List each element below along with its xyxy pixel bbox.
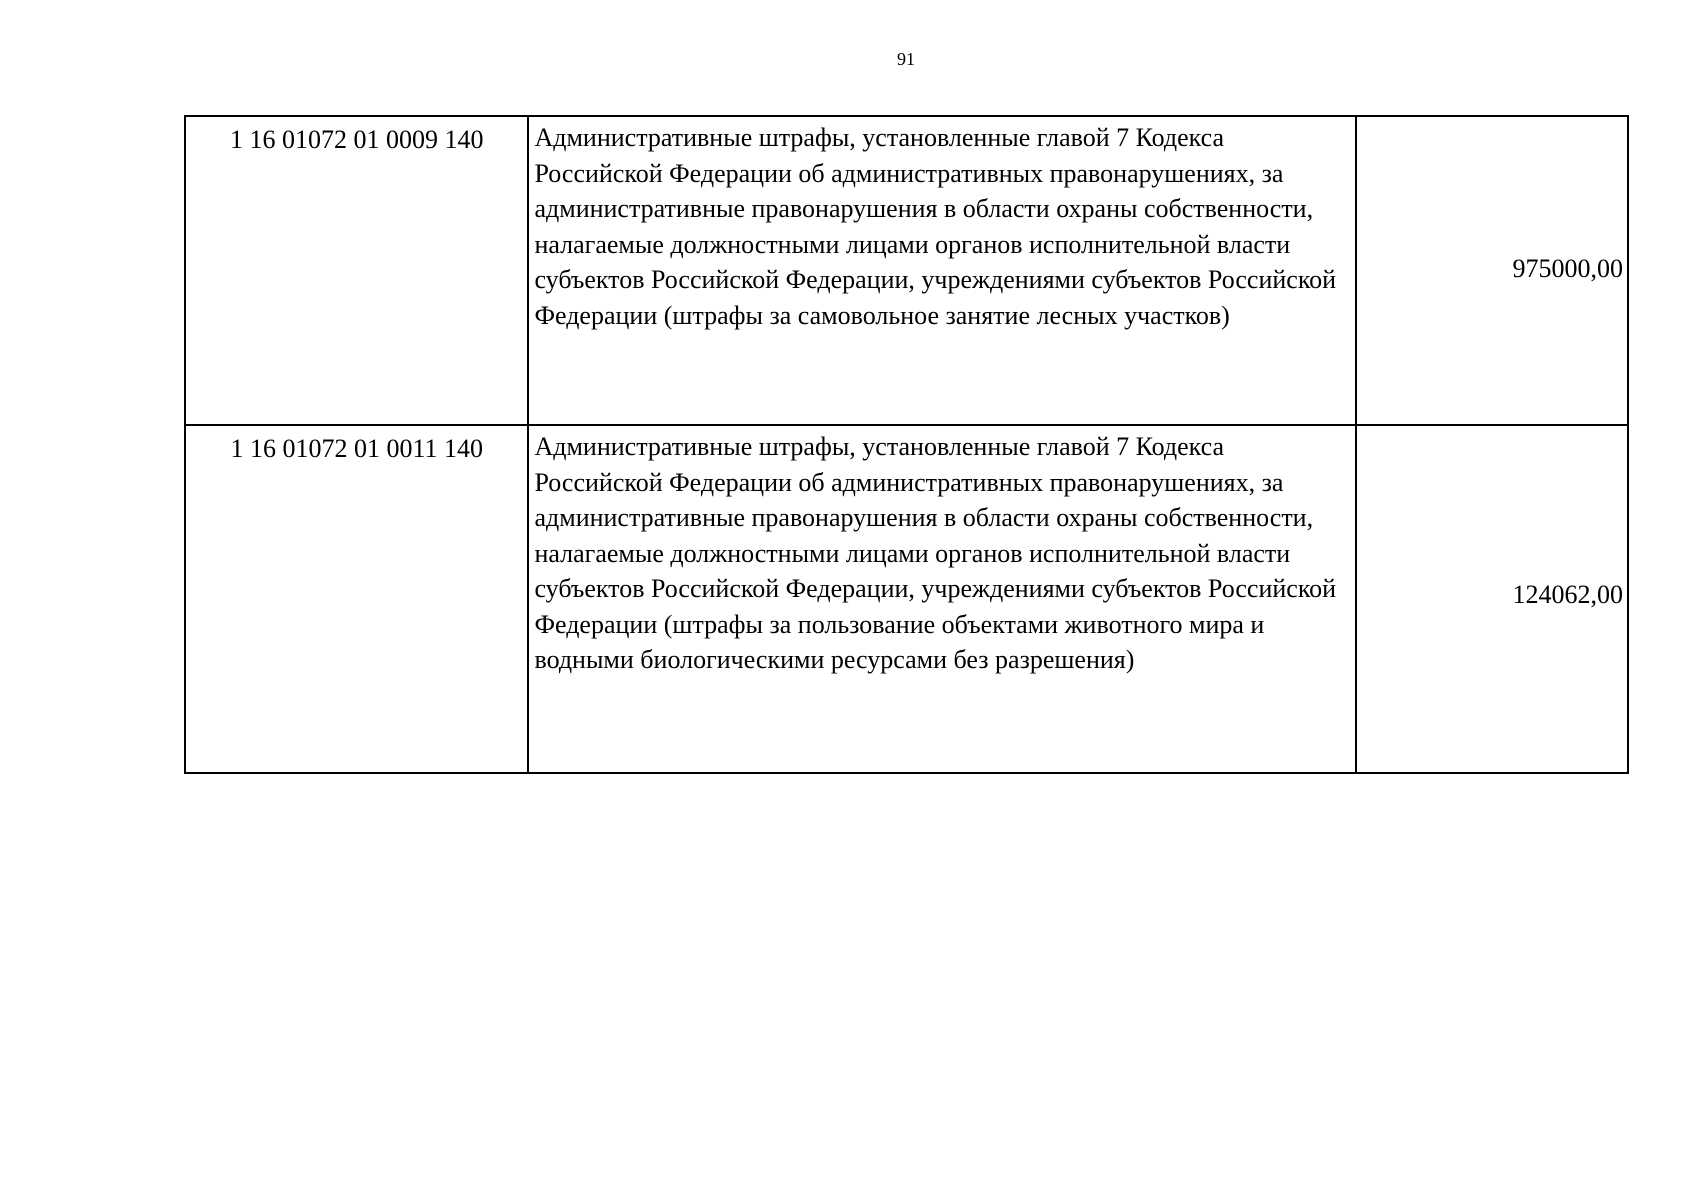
amount-value: 124062,00 xyxy=(1512,580,1623,610)
budget-code: 1 16 01072 01 0011 140 xyxy=(230,434,483,463)
table-row xyxy=(185,425,1628,773)
amount-cell xyxy=(1356,116,1628,425)
description-cell: Административные штрафы, установленные главой 7 Кодекса Российской Федерации об административных правонарушениях, за административные правонарушения в области охраны собственности, налагаемые должностными лицами органов исполнительной власти субъектов Российской Федерации, учреждениями субъектов Российской Федерации (штрафы за самовольное занятие лесных участков) xyxy=(528,116,1355,425)
amount-value: 975000,00 xyxy=(1512,253,1623,283)
table-row xyxy=(185,116,1628,425)
amount-cell xyxy=(1356,425,1628,773)
budget-code-cell xyxy=(185,425,528,773)
description-cell: Административные штрафы, установленные главой 7 Кодекса Российской Федерации об административных правонарушениях, за административные правонарушения в области охраны собственности, налагаемые должностными лицами органов исполнительной власти субъектов Российской Федерации, учреждениями субъектов Российской Федерации (штрафы за пользование объектами животного мира и водными биологическими ресурсами без разрешения) xyxy=(528,425,1355,773)
budget-code-cell xyxy=(185,116,528,425)
revenue-table xyxy=(184,115,1629,774)
budget-code: 1 16 01072 01 0009 140 xyxy=(229,125,484,154)
page-number: 91 xyxy=(897,49,915,69)
